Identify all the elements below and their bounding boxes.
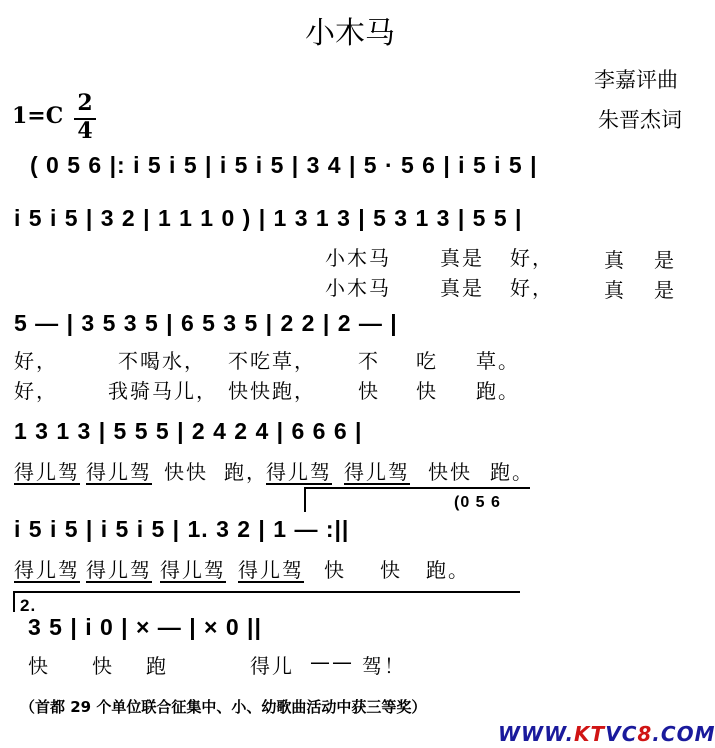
lyric-2b-2: 真是 <box>440 276 484 300</box>
lyric-2b-4: 真 <box>604 278 626 302</box>
lyric-6-3: 跑 <box>146 654 168 678</box>
composer-credit: 李嘉评曲 <box>594 68 678 92</box>
lyric-5-6: 快 <box>380 558 402 582</box>
lyric-2a-3: 好， <box>510 246 554 270</box>
lyric-2a-4: 真 <box>604 248 626 272</box>
lyric-4-1: 得儿驾 <box>14 460 80 484</box>
score-line-3: 5 — | 3 5 3 5 | 6 5 3 5 | 2 2 | 2 — | <box>14 310 398 336</box>
lyric-6-1: 快 <box>28 654 50 678</box>
lyric-3b-3: 快快跑， <box>228 379 316 403</box>
score-line-5-pickup: (0 5 6 <box>454 494 501 511</box>
lyric-3a-6: 草。 <box>476 349 520 373</box>
watermark-c: C <box>621 722 638 746</box>
lyric-6-2: 快 <box>92 654 114 678</box>
lyric-3b-1: 好， <box>14 379 58 403</box>
lyric-4-4: 跑， <box>224 460 268 484</box>
watermark-8: 8 <box>637 722 653 746</box>
lyricist-credit: 朱晋杰词 <box>598 108 682 132</box>
lyric-4-3: 快快 <box>164 460 208 484</box>
lyric-6-5: —— <box>310 650 354 674</box>
lyric-4-5: 得儿驾 <box>266 460 332 484</box>
lyric-2a-5: 是 <box>654 248 676 272</box>
lyric-6-6: 驾！ <box>362 654 406 678</box>
watermark-k: K <box>574 722 591 746</box>
lyric-2a-1: 小木马 <box>325 246 391 270</box>
lyric-3a-1: 好， <box>14 349 58 373</box>
lyric-3a-4: 不 <box>358 349 380 373</box>
lyric-5-5: 快 <box>324 558 346 582</box>
lyric-3a-5: 吃 <box>416 349 438 373</box>
time-signature-top: 2 <box>77 90 93 116</box>
time-signature-bottom: 4 <box>77 118 93 144</box>
lyric-3a-3: 不吃草， <box>228 349 316 373</box>
lyric-2a-2: 真是 <box>440 246 484 270</box>
watermark-t: T <box>590 722 606 746</box>
score-line-1: ( 0 5 6 |: i 5 i 5 | i 5 i 5 | 3 4 | 5 · 5 6 | i 5 i 5 | <box>30 152 538 178</box>
lyric-4-6: 得儿驾 <box>344 460 410 484</box>
award-footnote: （首都 29 个单位联合征集中、小、幼歌曲活动中获三等奖） <box>20 698 427 716</box>
watermark-v: V <box>605 722 622 746</box>
site-watermark <box>498 722 715 746</box>
lyric-4-2: 得儿驾 <box>86 460 152 484</box>
lyric-3b-5: 快 <box>416 379 438 403</box>
lyric-2b-5: 是 <box>654 278 676 302</box>
song-title: 小木马 <box>305 16 395 51</box>
lyric-3b-6: 跑。 <box>476 379 520 403</box>
lyric-4-8: 跑。 <box>490 460 534 484</box>
lyric-2b-1: 小木马 <box>325 276 391 300</box>
score-line-6: 3 5 | i 0 | × — | × 0 || <box>28 614 262 640</box>
watermark-com: .COM <box>652 722 715 746</box>
score-line-5: i 5 i 5 | i 5 i 5 | 1. 3 2 | 1 — :|| <box>14 516 350 542</box>
lyric-5-1: 得儿驾 <box>14 558 80 582</box>
score-line-2: i 5 i 5 | 3 2 | 1 1 1 0 ) | 1 3 1 3 | 5 3 1 3 | 5 5 | <box>14 205 523 231</box>
lyric-5-7: 跑。 <box>426 558 470 582</box>
lyric-5-2: 得儿驾 <box>86 558 152 582</box>
lyric-6-4: 得儿 <box>250 654 294 678</box>
lyric-4-7: 快快 <box>428 460 472 484</box>
lyric-3b-4: 快 <box>358 379 380 403</box>
lyric-3a-2: 不喝水， <box>118 349 206 373</box>
lyric-3b-2: 我骑马儿， <box>108 379 218 403</box>
score-line-4: 1 3 1 3 | 5 5 5 | 2 4 2 4 | 6 6 6 | <box>14 418 363 444</box>
key-signature: 1=C <box>12 103 64 129</box>
watermark-www: WWW. <box>498 722 575 746</box>
lyric-5-4: 得儿驾 <box>238 558 304 582</box>
lyric-5-3: 得儿驾 <box>160 558 226 582</box>
volta-2-label: 2. <box>20 596 37 615</box>
lyric-2b-3: 好， <box>510 276 554 300</box>
